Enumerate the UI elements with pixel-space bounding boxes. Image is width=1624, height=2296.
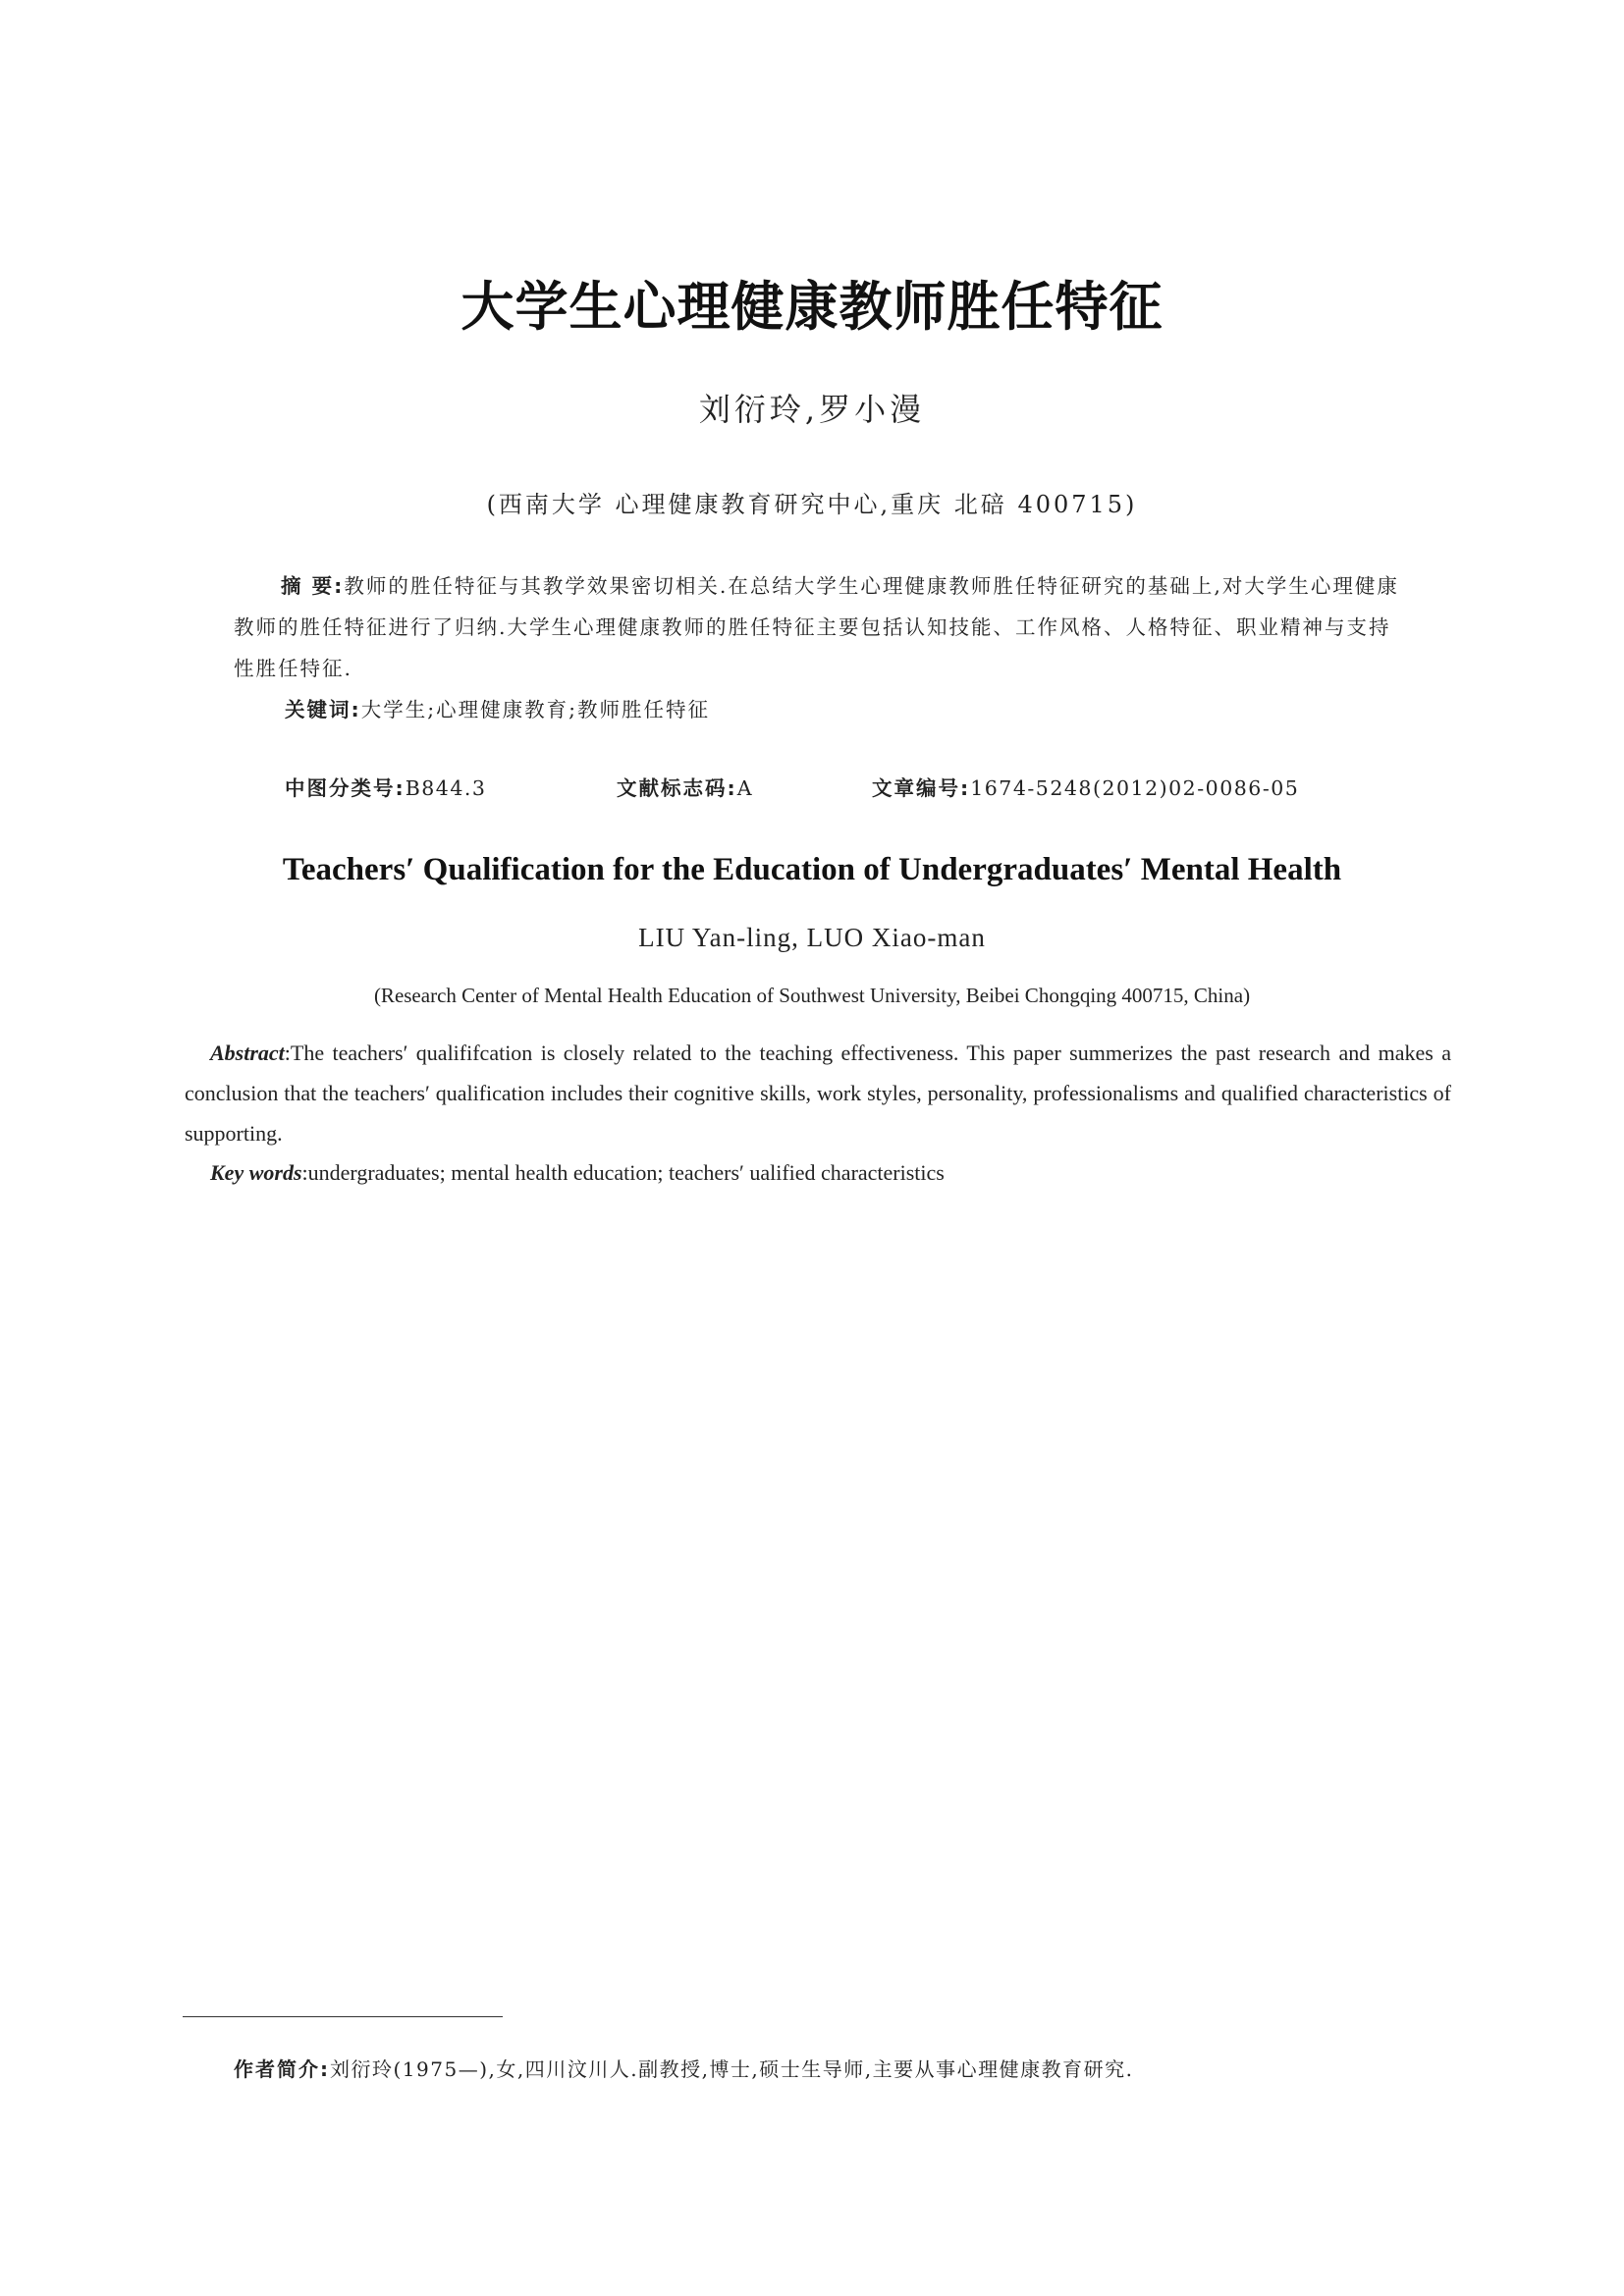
footnote-label: 作者简介: (234, 2057, 330, 2081)
chinese-keywords-label: 关键词: (285, 698, 361, 721)
footnote-divider (183, 2016, 503, 2017)
chinese-abstract (234, 565, 1412, 689)
english-abstract-separator: : (284, 1041, 291, 1065)
chinese-title: 大学生心理健康教师胜任特征 (460, 275, 1164, 338)
chinese-keywords (285, 689, 710, 730)
clc-value: B844.3 (405, 776, 487, 800)
chinese-abstract-label: 摘 要: (281, 574, 345, 598)
english-keywords-separator: : (301, 1160, 308, 1185)
document-code-label: 文献标志码: (617, 776, 737, 800)
article-number (872, 772, 1299, 801)
english-abstract-label: Abstract (210, 1041, 285, 1065)
clc-label: 中图分类号: (285, 776, 406, 800)
clc-number (285, 772, 486, 801)
english-abstract-text: The teachers′ qualififcation is closely related to the teaching effectiveness. This paper summerizes the past research and makes a conclusion that the teachers′ qualification includes their cognitive skills, work styles, personality, professionalisms and qualified characteristics of supporting. (185, 1041, 1451, 1146)
document-code-value: A (736, 776, 754, 800)
english-title: Teachers′ Qualification for the Education of Undergraduates′ Mental Health (282, 852, 1342, 887)
author-footnote (234, 2054, 1134, 2082)
chinese-authors: 刘衍玲,罗小漫 (698, 391, 926, 428)
english-affiliation: (Research Center of Mental Health Education of Southwest University, Beibei Chongqing 400715, China) (373, 984, 1251, 1007)
chinese-affiliation: (西南大学 心理健康教育研究中心,重庆 北碚 400715) (486, 491, 1138, 518)
article-number-value: 1674-5248(2012)02-0086-05 (970, 776, 1300, 800)
document-code (617, 772, 753, 801)
article-number-label: 文章编号: (872, 776, 971, 800)
english-keywords-label: Key words (210, 1160, 302, 1185)
english-keywords (210, 1152, 945, 1193)
english-authors: LIU Yan-ling, LUO Xiao-man (638, 923, 986, 952)
chinese-abstract-text: 教师的胜任特征与其教学效果密切相关.在总结大学生心理健康教师胜任特征研究的基础上,对大学生心理健康教师的胜任特征进行了归纳.大学生心理健康教师的胜任特征主要包括认知技能、工作风格、人格特征、职业精神与支持性胜任特征. (234, 574, 1399, 680)
english-abstract (185, 1033, 1451, 1153)
footnote-text: 刘衍玲(1975—),女,四川汶川人.副教授,博士,硕士生导师,主要从事心理健康教育研究. (330, 2057, 1134, 2081)
chinese-keywords-text: 大学生;心理健康教育;教师胜任特征 (360, 698, 711, 721)
english-keywords-text: undergraduates; mental health education; teachers′ ualified characteristics (307, 1160, 945, 1185)
